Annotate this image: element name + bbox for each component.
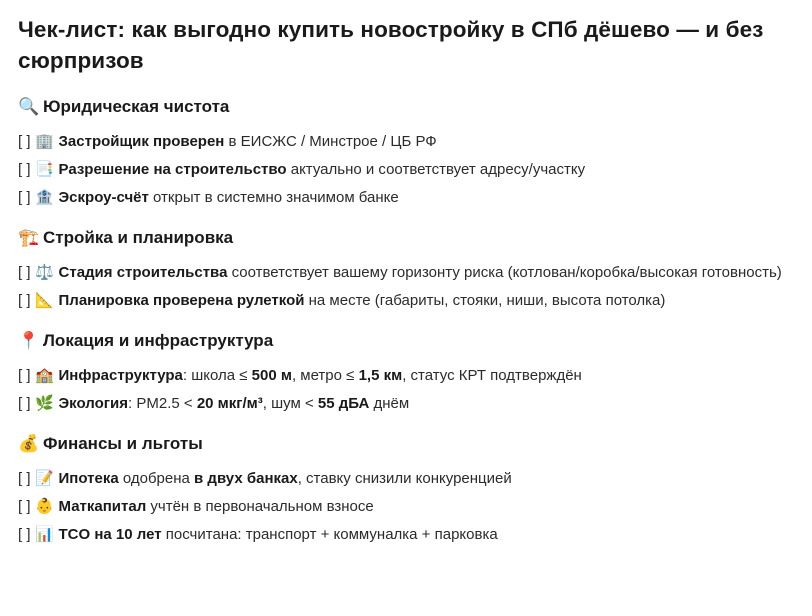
- item-text: , шум <: [262, 395, 318, 412]
- section-heading-text: Локация и инфраструктура: [43, 331, 274, 350]
- item-text: посчитана: транспорт + коммуналка + парковка: [161, 526, 498, 543]
- bank-icon: 🏦: [35, 189, 54, 206]
- item-text: на месте (габариты, стояки, ниши, высота потолка): [304, 292, 666, 309]
- item-bold-text: 20 мкг/м³: [196, 395, 263, 412]
- item-text: одобрена: [118, 470, 195, 487]
- checklist-item: [18, 287, 794, 315]
- item-bold-text: Разрешение на строительство: [58, 161, 287, 178]
- item-bold-text: Планировка проверена рулеткой: [58, 292, 305, 309]
- item-bold-text: Маткапитал: [58, 498, 147, 515]
- item-bold-text: Застройщик проверен: [58, 133, 225, 150]
- checkbox-marker[interactable]: [ ]: [18, 526, 31, 543]
- checklist-item: [18, 156, 794, 184]
- item-text: , ставку снизили конкуренцией: [297, 470, 512, 487]
- item-bold-text: Экология: [58, 395, 129, 412]
- item-bold-text: Эскроу-счёт: [58, 189, 149, 206]
- item-bold-text: Стадия строительства: [58, 264, 228, 281]
- item-text: в ЕИСЖС / Минстрое / ЦБ РФ: [224, 133, 437, 150]
- scales-icon: ⚖️: [35, 264, 54, 281]
- baby-icon: 👶: [35, 498, 54, 515]
- section-3: [18, 432, 794, 549]
- section-2: [18, 329, 794, 418]
- section-1: [18, 226, 794, 315]
- item-text: учтён в первоначальном взносе: [146, 498, 374, 515]
- checklist-sections: [18, 95, 794, 549]
- checkbox-marker[interactable]: [ ]: [18, 498, 31, 515]
- magnifier-icon: 🔍: [18, 97, 40, 116]
- section-heading: [18, 329, 794, 353]
- triangle-ruler-icon: 📐: [35, 292, 54, 309]
- item-text: , статус КРТ подтверждён: [402, 367, 582, 384]
- item-text: соответствует вашему горизонту риска (котлован/коробка/высокая готовность): [227, 264, 782, 281]
- item-bold-text: 1,5 км: [358, 367, 403, 384]
- checkbox-marker[interactable]: [ ]: [18, 470, 31, 487]
- item-bold-text: TCO на 10 лет: [58, 526, 162, 543]
- section-heading: [18, 95, 794, 119]
- item-bold-text: Ипотека: [58, 470, 119, 487]
- money-bag-icon: 💰: [18, 434, 40, 453]
- document-tabs-icon: 📑: [35, 161, 54, 178]
- item-bold-text: 55 дБА: [317, 395, 370, 412]
- checklist-item: [18, 465, 794, 493]
- item-text: открыт в системно значимом банке: [148, 189, 399, 206]
- checklist-item: [18, 184, 794, 212]
- checkbox-marker[interactable]: [ ]: [18, 264, 31, 281]
- checklist-item: [18, 362, 794, 390]
- item-bold-text: Инфраструктура: [58, 367, 183, 384]
- school-icon: 🏫: [35, 367, 54, 384]
- item-text: : PM2.5 <: [128, 395, 197, 412]
- section-heading-text: Стройка и планировка: [43, 228, 234, 247]
- crane-icon: 🏗️: [18, 228, 40, 247]
- memo-icon: 📝: [35, 470, 54, 487]
- item-text: днём: [369, 395, 410, 412]
- item-text: , метро ≤: [291, 367, 359, 384]
- checklist-item: [18, 128, 794, 156]
- pin-icon: 📍: [18, 331, 40, 350]
- page-title: Чек-лист: как выгодно купить новостройку в СПб дёшево — и без сюрпризов: [18, 17, 764, 73]
- checkbox-marker[interactable]: [ ]: [18, 292, 31, 309]
- checklist-item: [18, 493, 794, 521]
- checklist-item: [18, 521, 794, 549]
- checkbox-marker[interactable]: [ ]: [18, 367, 31, 384]
- checkbox-marker[interactable]: [ ]: [18, 161, 31, 178]
- section-0: [18, 95, 794, 212]
- checkbox-marker[interactable]: [ ]: [18, 395, 31, 412]
- checkbox-marker[interactable]: [ ]: [18, 133, 31, 150]
- checkbox-marker[interactable]: [ ]: [18, 189, 31, 206]
- item-text: актуально и соответствует адресу/участку: [286, 161, 586, 178]
- section-heading-text: Юридическая чистота: [43, 97, 230, 116]
- bar-chart-icon: 📊: [35, 526, 54, 543]
- section-heading: [18, 226, 794, 250]
- section-heading: [18, 432, 794, 456]
- item-bold-text: 500 м: [251, 367, 292, 384]
- section-heading-text: Финансы и льготы: [43, 434, 203, 453]
- office-building-icon: 🏢: [35, 133, 54, 150]
- herb-icon: 🌿: [35, 395, 54, 412]
- checklist-item: [18, 259, 794, 287]
- checklist-item: [18, 390, 794, 418]
- item-bold-text: в двух банках: [194, 470, 298, 487]
- item-text: : школа ≤: [182, 367, 252, 384]
